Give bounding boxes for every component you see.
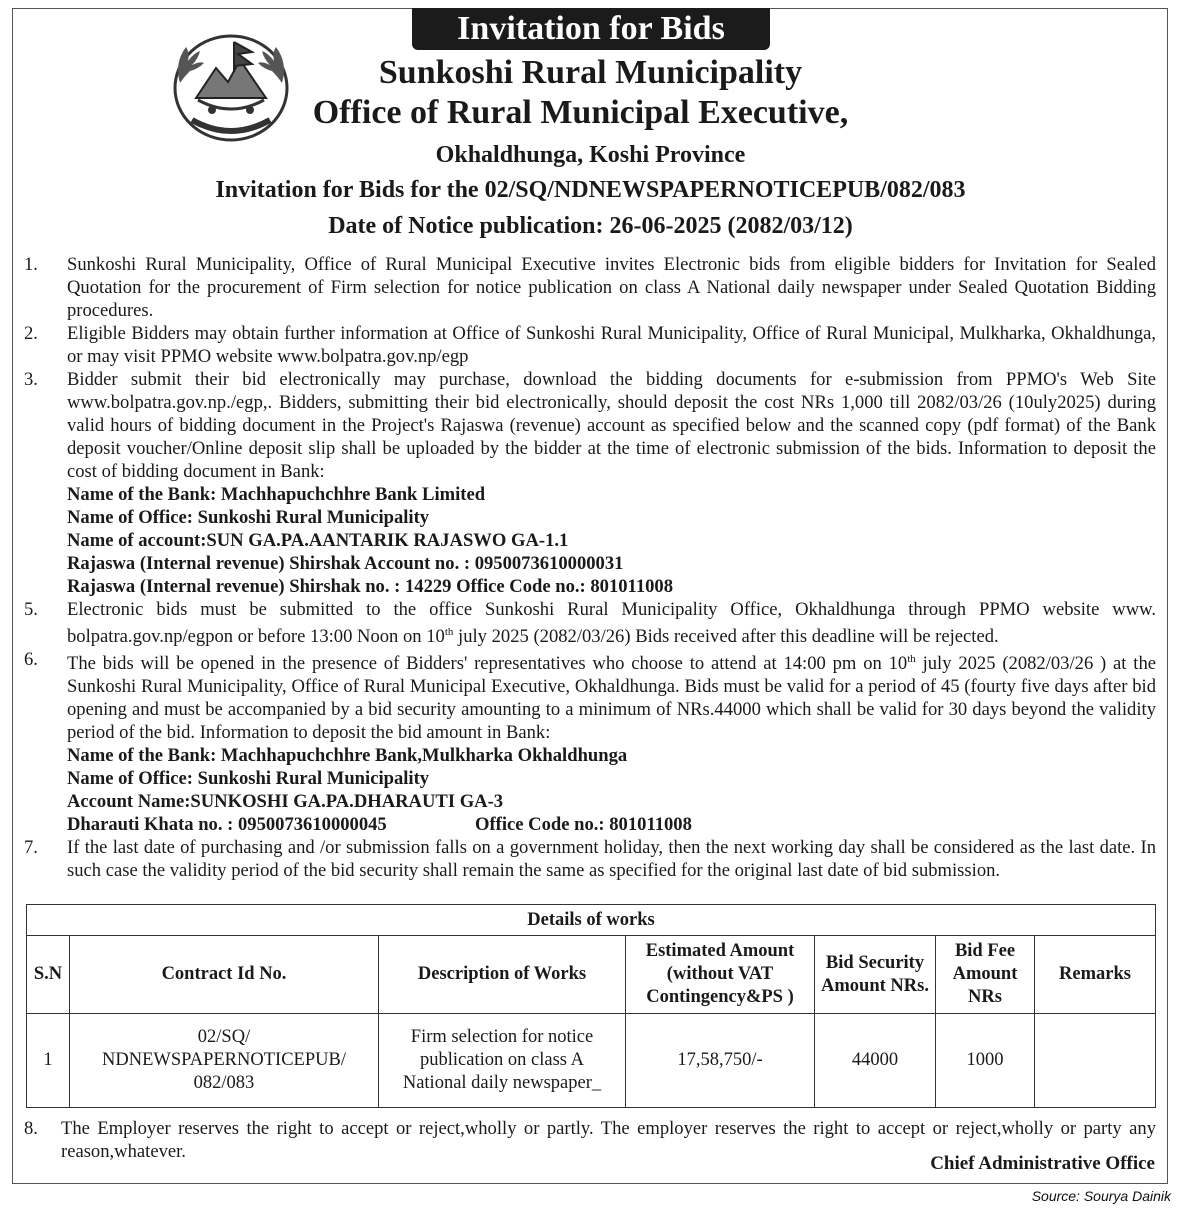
- cell-contract-id: [70, 1014, 379, 1108]
- cell-line: 082/083: [193, 1073, 255, 1093]
- office-code: Office Code no.: 801011008: [475, 814, 692, 836]
- item-text: The Employer reserves the right to accept or reject,wholly or partly. The employer reserves the right to accept or reject,wholly or party any reason,whatever.: [61, 1118, 1156, 1162]
- org-name: Sunkoshi Rural Municipality: [378, 54, 803, 91]
- cell-line: 02/SQ/: [197, 1027, 251, 1047]
- list-item: [24, 836, 1156, 882]
- item-number: 3.: [24, 369, 38, 390]
- cell-sn: 1: [27, 1014, 70, 1108]
- bank-detail: Rajaswa (Internal revenue) Shirshak Account no. : 0950073610000031: [67, 553, 624, 574]
- text-run: july 2025 (2082/03/26) Bids received after this deadline will be rejected.: [453, 626, 999, 648]
- bank-detail: Account Name:SUNKOSHI GA.PA.DHARAUTI GA-3: [67, 791, 504, 813]
- col-header: Estimated Amount (without VAT Contingency&PS ): [626, 936, 815, 1014]
- table-header-row: [27, 936, 1156, 1014]
- bank-detail: Rajaswa (Internal revenue) Shirshak no. : 14229 Office Code no.: 801011008: [67, 576, 674, 597]
- item-number: 2.: [24, 323, 38, 344]
- cell-line: National daily newspaper_: [402, 1073, 602, 1093]
- location: Okhaldhunga, Koshi Province: [435, 142, 746, 168]
- item-number: 6.: [24, 649, 38, 671]
- item-number: 5.: [24, 599, 38, 620]
- col-header: Remarks: [1035, 936, 1156, 1014]
- cell-line: publication on class A: [420, 1050, 584, 1070]
- cell-line: NDNEWSPAPERNOTICEPUB/: [102, 1050, 346, 1070]
- list-item: [24, 598, 1156, 648]
- bank-detail: Name of the Bank: Machhapuchchhre Bank Limited: [67, 484, 486, 505]
- col-header: Bid Fee Amount NRs: [936, 936, 1035, 1014]
- cell-remarks: [1035, 1014, 1156, 1108]
- superscript: th: [444, 626, 454, 638]
- item-text: [67, 368, 1156, 598]
- list-item: [24, 322, 1156, 368]
- cell-security: 44000: [815, 1014, 936, 1108]
- item-text: Eligible Bidders may obtain further information at Office of Sunkoshi Rural Municipality, Office of Rural Municipal, Mulkharka, Okhaldhunga, or may visit PPMO website www.bolpatra.gov.np/egp: [67, 323, 1156, 367]
- col-header: S.N: [27, 936, 70, 1014]
- item-text: Sunkoshi Rural Municipality, Office of Rural Municipal Executive invites Electronic bids from eligible bidders for Invitation for Sealed Quotation for the procurement of Firm selection for notice publication on class A National daily newspaper under Sealed Quotation Bidding procedures.: [67, 254, 1156, 321]
- list-item: [24, 648, 1156, 836]
- list-item: [24, 368, 1156, 598]
- khata-no: Dharauti Khata no. : 0950073610000045: [67, 814, 387, 836]
- notice-banner: Invitation for Bids: [412, 8, 770, 50]
- bank-detail: Name of Office: Sunkoshi Rural Municipality: [67, 768, 430, 790]
- text-run: The bids will be opened in the presence of Bidders' representatives who choose to attend at 14:00 pm on 10: [67, 653, 908, 675]
- source-credit: Source: Sourya Dainik: [1031, 1188, 1171, 1204]
- col-header: Description of Works: [379, 936, 626, 1014]
- list-item: [24, 253, 1156, 322]
- publication-date: Date of Notice publication: 26-06-2025 (2082/03/12): [328, 213, 853, 239]
- superscript: th: [907, 653, 916, 666]
- item-text: [67, 648, 1156, 836]
- bank-detail: Name of Office: Sunkoshi Rural Municipality: [67, 507, 430, 528]
- cell-amount: 17,58,750/-: [626, 1014, 815, 1108]
- item-number: 7.: [24, 837, 38, 859]
- signature: Chief Administrative Office: [930, 1153, 1155, 1174]
- cell-description: [379, 1014, 626, 1108]
- col-header: Bid Security Amount NRs.: [815, 936, 936, 1014]
- item-number: 8.: [24, 1118, 38, 1139]
- cell-fee: 1000: [936, 1014, 1035, 1108]
- item-paragraph: Bidder submit their bid electronically may purchase, download the bidding documents for e-submission from PPMO's Web Site www.bolpatra.gov.np./egp,. Bidders, submitting their bid electronically, should deposit the cost NRs 1,000 till 2082/03/26 (10uly2025) during valid hours of bidding document in the Project's Rajaswa (revenue) account as specified below and the scanned copy (pdf format) of the Bank deposit voucher/Online deposit slip shall be uploaded by the bidder at the time of electronic submission of the bids. Information to deposit the cost of bidding document in Bank:: [67, 369, 1156, 482]
- office-name: Office of Rural Municipal Executive,: [312, 94, 849, 131]
- col-header: Contract Id No.: [70, 936, 379, 1014]
- item-number: 1.: [24, 254, 38, 275]
- notice-body: [24, 253, 1156, 882]
- bank-detail: Name of account:SUN GA.PA.AANTARIK RAJASWO GA-1.1: [67, 530, 569, 551]
- cell-line: Firm selection for notice: [410, 1027, 594, 1047]
- table-caption: Details of works: [27, 905, 1156, 936]
- ifb-title: Invitation for Bids for the 02/SQ/NDNEWSPAPERNOTICEPUB/082/083: [215, 177, 966, 203]
- table-row: [27, 1014, 1156, 1108]
- bank-detail: Name of the Bank: Machhapuchchhre Bank,Mulkharka Okhaldhunga: [67, 745, 628, 767]
- item-text: [67, 598, 1156, 648]
- bank-detail: [67, 813, 1156, 836]
- item-text: If the last date of purchasing and /or submission falls on a government holiday, then the next working day shall be considered as the last date. In such case the validity period of the bid security shall remain the same as specified for the original last date of bid submission.: [67, 837, 1156, 882]
- text-run: july 2025 (2082/03/26 ) at the Sunkoshi Rural Municipality, Office of Rural Municipal Executive, Okhaldhunga. Bids must be valid for a period of 45 (fourty five days after bid opening and must be accompanied by a bid security amounting to a minimum of NRs.44000 which shall be valid for 30 days beyond the validity period of the bid. Information to deposit the bid amount in Bank:: [67, 653, 1157, 744]
- works-table: [26, 904, 1156, 1108]
- text-run: Electronic bids must be submitted to the office Sunkoshi Rural Municipality Office, Okhaldhunga through PPMO website www. bolpatra.gov.np/egpon or before 13:00 Noon on 10: [67, 599, 1156, 648]
